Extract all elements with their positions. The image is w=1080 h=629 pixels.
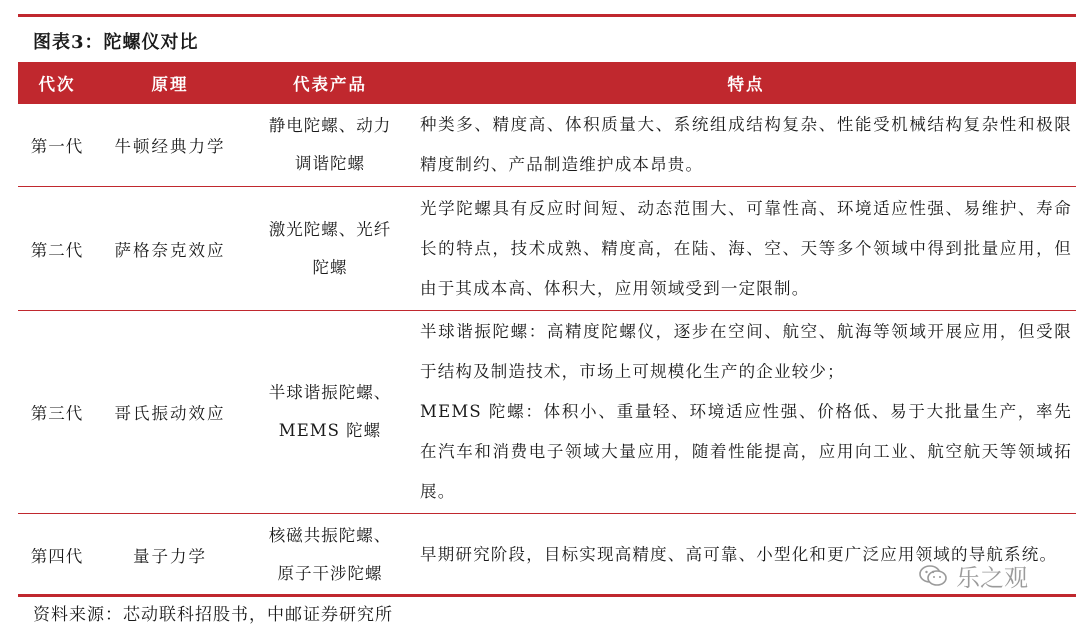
gyroscope-comparison-table [18,62,1076,597]
table-caption: 图表3：陀螺仪对比 [33,32,199,53]
products-cell [244,104,416,187]
table-row [18,187,1076,311]
top-rule [18,14,1076,17]
products-cell [244,311,416,514]
watermark-text: 乐之观 [956,564,1028,592]
principle-cell: 量子力学 [96,514,244,597]
products-cell [244,187,416,311]
generation-cell: 第二代 [18,187,96,311]
features-cell [416,311,1076,514]
table-row [18,311,1076,514]
generation-cell: 第四代 [18,514,96,597]
feature-text: 种类多、精度高、体积质量大、系统组成结构复杂、性能受机械结构复杂性和极限精度制约、产品制造维护成本昂贵。 [420,115,1072,174]
source-note: 资料来源：芯动联科招股书，中邮证券研究所 [33,605,393,625]
features-cell [416,187,1076,311]
bottom-rule [18,594,1076,596]
generation-cell: 第一代 [18,104,96,187]
product-line: 核磁共振陀螺、 [268,526,392,545]
principle-cell: 牛顿经典力学 [96,104,244,187]
header-generation: 代次 [18,62,96,104]
features-cell [416,104,1076,187]
wechat-icon [918,563,948,589]
product-line: 激光陀螺、光纤 [268,219,392,239]
header-principle: 原理 [96,62,244,104]
table-row [18,104,1076,187]
principle-cell: 萨格奈克效应 [96,187,244,311]
product-line: 静电陀螺、动力 [268,116,392,135]
header-products: 代表产品 [244,62,416,104]
header-features: 特点 [416,62,1076,104]
table-header-row [18,62,1076,104]
feature-text: 半球谐振陀螺：高精度陀螺仪，逐步在空间、航空、航海等领域开展应用，但受限于结构及制造技术，市场上可规模化生产的企业较少； [420,322,1072,381]
product-line: 调谐陀螺 [295,154,365,173]
product-line: 半球谐振陀螺、 [268,383,392,402]
feature-text: MEMS 陀螺：体积小、重量轻、环境适应性强、价格低、易于大批量生产，率先在汽车和消费电子领域大量应用，随着性能提高，应用向工业、航空航天等领域拓展。 [420,402,1072,501]
feature-text: 光学陀螺具有反应时间短、动态范围大、可靠性高、环境适应性强、易维护、寿命长的特点，技术成熟、精度高，在陆、海、空、天等多个领域中得到批量应用，但由于其成本高、体积大，应用领域受到一定限制。 [420,198,1072,298]
product-line: 陀螺 [312,257,348,277]
generation-cell: 第三代 [18,311,96,514]
products-cell [244,514,416,597]
product-line: 原子干涉陀螺 [277,564,383,583]
watermark [918,558,1028,593]
principle-cell: 哥氏振动效应 [96,311,244,514]
product-line: MEMS 陀螺 [278,421,382,440]
feature-text: 早期研究阶段，目标实现高精度、高可靠、小型化和更广泛应用领域的导航系统。 [420,545,1058,564]
